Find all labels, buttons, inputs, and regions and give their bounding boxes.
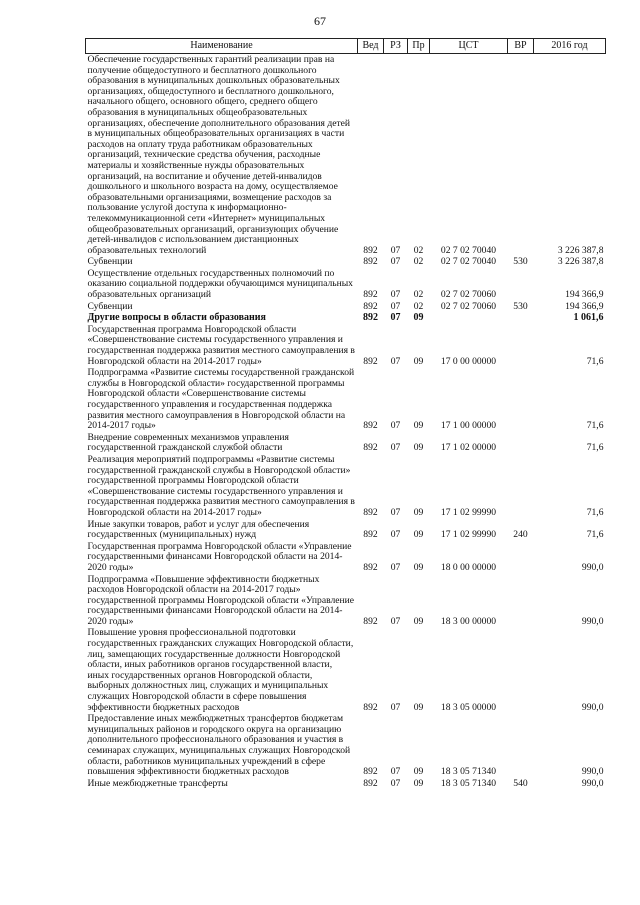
cell-vr	[508, 713, 534, 778]
column-header-pr: Пр	[408, 39, 430, 54]
cell-ved: 892	[363, 442, 378, 454]
cell-vr	[508, 454, 534, 519]
cell-rz: 07	[390, 244, 401, 256]
cell-rz: 07	[390, 701, 401, 713]
cell-sum: 990,0	[581, 561, 604, 573]
cell-name: Субвенции	[87, 300, 133, 312]
column-header-vr: ВР	[508, 39, 534, 54]
cell-rz: 07	[390, 420, 401, 432]
cell-sum: 194 366,9	[565, 289, 604, 301]
cell-cst: 17 1 02 99990	[440, 529, 497, 541]
table-row	[86, 268, 606, 301]
cell-vr	[508, 54, 534, 257]
cell-cst: 17 0 00 00000	[440, 355, 497, 367]
cell-rz: 07	[390, 777, 401, 789]
cell-pr: 02	[413, 244, 424, 256]
cell-rz: 07	[390, 312, 401, 324]
column-header-ved: Вед	[358, 39, 384, 54]
cell-vr	[508, 574, 534, 628]
cell-pr: 02	[413, 300, 424, 312]
cell-sum: 990,0	[581, 701, 604, 713]
cell-cst: 17 1 02 00000	[440, 442, 497, 454]
cell-name: Осуществление отдельных государственных полномочий по оказанию социальной поддержки обучающимся муниципальных образовательных организаций	[87, 267, 353, 301]
cell-sum: 71,6	[586, 420, 604, 432]
cell-cst: 02 7 02 70060	[440, 300, 497, 312]
cell-cst: 18 0 00 00000	[440, 561, 497, 573]
cell-cst	[430, 312, 508, 324]
cell-cst: 18 3 05 71340	[440, 766, 497, 778]
cell-vr	[508, 627, 534, 713]
cell-rz: 07	[390, 442, 401, 454]
cell-ved: 892	[363, 701, 378, 713]
cell-sum: 71,6	[586, 442, 604, 454]
cell-sum: 990,0	[581, 777, 604, 789]
cell-vr	[508, 432, 534, 454]
page-number: 67	[314, 14, 326, 28]
cell-rz: 07	[390, 766, 401, 778]
cell-ved: 892	[363, 300, 378, 312]
cell-rz: 07	[390, 355, 401, 367]
cell-name: Другие вопросы в области образования	[87, 312, 266, 324]
table-row	[86, 367, 606, 432]
cell-vr: 540	[513, 777, 528, 789]
cell-sum: 3 226 387,8	[557, 244, 604, 256]
column-header-name: Наименование	[86, 39, 358, 54]
cell-ved: 892	[363, 766, 378, 778]
cell-vr: 530	[513, 256, 528, 268]
table-row	[86, 519, 606, 541]
cell-name: Иные закупки товаров, работ и услуг для обеспечения государственных (муниципальных) нужд	[87, 518, 310, 541]
cell-name: Реализация мероприятий подпрограммы «Развитие системы государственной гражданской службы в Новгородской области» государственной программы Новгородской области «Совершенствование системы государственного управления и государственная поддержка развития местного самоуправления в Новгородской области на 2014-2017 годы»	[87, 453, 355, 518]
table-row	[86, 541, 606, 574]
cell-sum: 990,0	[581, 766, 604, 778]
cell-cst: 18 3 05 71340	[440, 777, 497, 789]
cell-pr: 09	[413, 777, 424, 789]
cell-name: Подпрограмма «Повышение эффективности бюджетных расходов Новгородской области на 2014-2017 годы» государственной программы Новгородской области «Управление государственными финансами Новгородской области на 2014-2020 годы»	[87, 573, 355, 627]
cell-ved: 892	[363, 615, 378, 627]
cell-pr: 09	[413, 561, 424, 573]
cell-rz: 07	[390, 289, 401, 301]
cell-sum: 71,6	[586, 506, 604, 518]
cell-rz: 07	[390, 300, 401, 312]
cell-name: Обеспечение государственных гарантий реализации прав на получение общедоступного и бесплатного дошкольного образования в муниципальных дошкольных образовательных организациях, общедоступного и бесплатного дошкольного, начального общего, основного общего, среднего общего образования в муниципальных общеобразовательных организациях, обеспечение дополнительного образования детей в муниципальных общеобразовательных организациях в части расходов на оплату труда работникам образовательных организаций, технические средства обучения, расходные материалы и хозяйственные нужды образовательных организаций, на воспитание и обучение детей-инвалидов дошкольного и школьного возраста на дому, осуществляемое образовательными организациями, возмещение расходов за пользование услугой доступа к информационно-телекоммуникационной сети «Интернет» муниципальных общеобразовательных организаций, организующих обучение детей-инвалидов с использованием дистанционных образовательных технологий	[87, 54, 351, 256]
cell-cst: 17 1 02 99990	[440, 506, 497, 518]
cell-cst: 17 1 00 00000	[440, 420, 497, 432]
cell-sum: 194 366,9	[565, 300, 604, 312]
table-row	[86, 454, 606, 519]
cell-sum: 71,6	[586, 529, 604, 541]
cell-pr: 09	[413, 442, 424, 454]
budget-table	[85, 38, 606, 789]
cell-name: Государственная программа Новгородской области «Совершенствование системы государственного управления и государственная поддержка развития местного самоуправления в Новгородской области на 2014-2017 годы»	[87, 323, 355, 367]
table-header-row	[86, 39, 606, 54]
cell-ved: 892	[363, 506, 378, 518]
cell-vr	[508, 268, 534, 301]
table-row	[86, 627, 606, 713]
cell-pr: 09	[413, 615, 424, 627]
cell-sum: 3 226 387,8	[557, 256, 604, 268]
cell-pr: 09	[413, 529, 424, 541]
cell-vr: 240	[513, 529, 528, 541]
cell-name: Государственная программа Новгородской области «Управление государственными финансами Новгородской области на 2014-2020 годы»	[87, 540, 352, 573]
column-header-rz: РЗ	[384, 39, 408, 54]
cell-cst: 02 7 02 70060	[440, 289, 497, 301]
cell-vr	[508, 312, 534, 324]
cell-ved: 892	[363, 529, 378, 541]
cell-pr: 09	[413, 506, 424, 518]
cell-sum: 71,6	[586, 355, 604, 367]
cell-name: Субвенции	[87, 256, 133, 268]
table-row	[86, 256, 606, 268]
cell-pr: 02	[413, 289, 424, 301]
cell-name: Предоставление иных межбюджетных трансфертов бюджетам муниципальных районов и городского округа на организацию дополнительного профессионального образования и участия в семинарах служащих, муниципальных служащих Новгородской области, работников муниципальных учреждений в сфере повышения эффективности бюджетных расходов	[87, 713, 351, 778]
cell-ved: 892	[363, 355, 378, 367]
cell-ved: 892	[363, 289, 378, 301]
table-row	[86, 778, 606, 790]
cell-name: Повышение уровня профессиональной подготовки государственных гражданских служащих Новгородской области, лиц, замещающих государственные должности Новгородской области, иных работников органов государственной власти, иных государственных органов Новгородской области, выборных должностных лиц, служащих и муниципальных служащих Новгородской области в сфере повышения эффективности бюджетных расходов	[87, 627, 354, 713]
cell-ved: 892	[363, 420, 378, 432]
cell-name: Подпрограмма «Развитие системы государственной гражданской службы в Новгородской области» государственной программы Новгородской области «Совершенствование системы государственного управления и государственная поддержка развития местного самоуправления в Новгородской области на 2014-2017 годы»	[87, 367, 355, 432]
cell-rz: 07	[390, 506, 401, 518]
column-header-year: 2016 год	[534, 39, 606, 54]
cell-pr: 09	[413, 766, 424, 778]
cell-pr: 09	[413, 701, 424, 713]
cell-sum: 1 061,6	[573, 312, 604, 324]
cell-ved: 892	[363, 561, 378, 573]
cell-ved: 892	[363, 312, 378, 324]
cell-cst: 18 3 00 00000	[440, 615, 497, 627]
table-row	[86, 713, 606, 778]
table-row	[86, 432, 606, 454]
table-row	[86, 312, 606, 324]
cell-vr	[508, 541, 534, 574]
cell-ved: 892	[363, 777, 378, 789]
cell-name: Внедрение современных механизмов управления государственной гражданской службой области	[87, 431, 289, 454]
cell-rz: 07	[390, 561, 401, 573]
cell-cst: 02 7 02 70040	[440, 256, 497, 268]
cell-pr: 02	[413, 256, 424, 268]
cell-pr: 09	[413, 420, 424, 432]
cell-rz: 07	[390, 615, 401, 627]
cell-pr: 09	[413, 355, 424, 367]
table-row	[86, 574, 606, 628]
cell-cst: 18 3 05 00000	[440, 701, 497, 713]
cell-rz: 07	[390, 256, 401, 268]
cell-sum: 990,0	[581, 615, 604, 627]
cell-name: Иные межбюджетные трансферты	[87, 777, 228, 789]
cell-cst: 02 7 02 70040	[440, 244, 497, 256]
column-header-cst: ЦСТ	[430, 39, 508, 54]
cell-vr: 530	[513, 300, 528, 312]
table-row	[86, 324, 606, 367]
cell-vr	[508, 324, 534, 367]
table-row	[86, 54, 606, 257]
cell-ved: 892	[363, 244, 378, 256]
cell-pr: 09	[413, 312, 424, 324]
cell-ved: 892	[363, 256, 378, 268]
cell-vr	[508, 367, 534, 432]
cell-rz: 07	[390, 529, 401, 541]
table-row	[86, 301, 606, 313]
table-body	[86, 54, 606, 790]
